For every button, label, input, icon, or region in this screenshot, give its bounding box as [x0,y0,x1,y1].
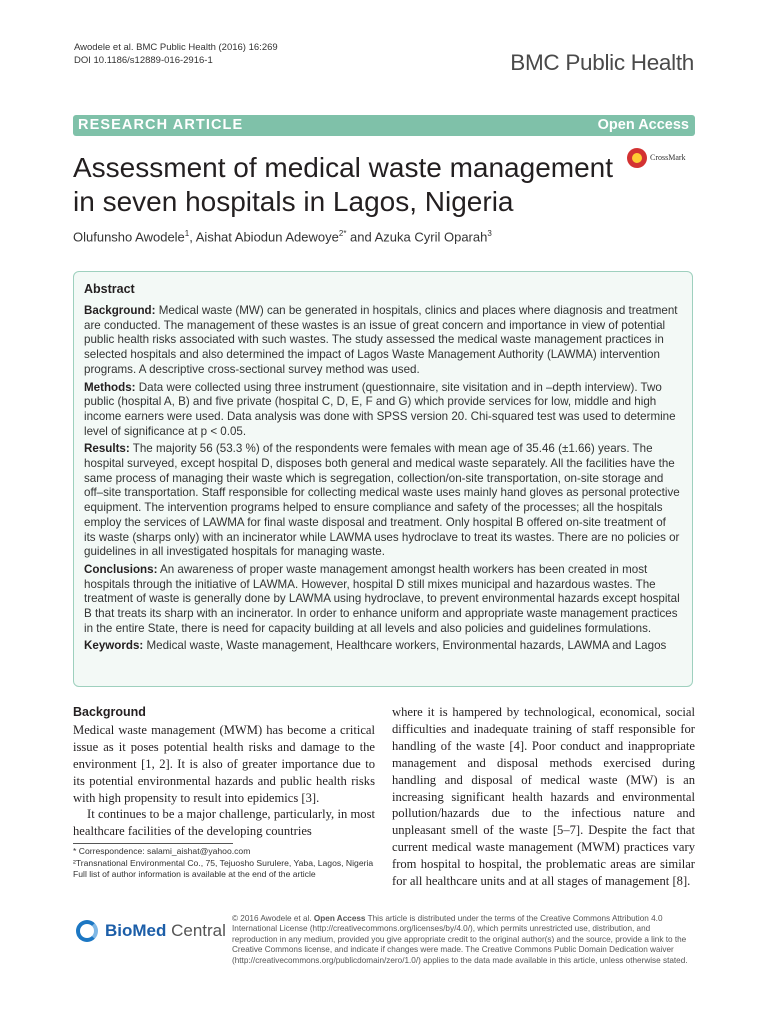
article-type-label: RESEARCH ARTICLE [78,117,244,133]
crossmark-label: CrossMark [650,153,686,162]
crossmark-badge[interactable] [627,148,697,170]
abstract-section-methods [84,381,680,440]
abstract-section-keywords [84,639,680,654]
copyright-text: © 2016 Awodele et al. [232,914,314,923]
open-access-text: Open Access [313,914,366,923]
body-column-left [73,704,375,840]
section-label: Methods: [84,380,136,394]
citation-info [74,42,278,67]
abstract-box [73,271,693,687]
license-text: This article is distributed under the terms of the Creative Commons Attribution 4.0 International License (http://creativecommons.org/licenses/by/4.0/), which permits unrestricted use, distribution, and reproduction in any medium, provided you give appropriate credit to the original author(s) and the source, provide a link to the Creative Commons license, and indicate if changes were made. The Creative Commons Public Domain Dedication waiver (http://creativecommons.org/publicdomain/zero/1.0/) applies to the data made available in this article, unless otherwise stated. [232,914,688,965]
section-label: Background: [84,304,156,317]
journal-name: BMC Public Health [510,50,694,75]
biomed-central-logo [76,917,226,951]
author-affiliation: 2* [338,229,347,238]
author-affiliation: 3 [487,229,492,238]
section-heading: Background [73,705,146,719]
affiliation-note: ²Transnational Environmental Co., 75, Tejuosho Surulere, Yaba, Lagos, Nigeria [73,857,374,868]
section-text: Medical waste, Waste management, Healthcare workers, Environmental hazards, LAWMA and Lagos [143,639,667,653]
biomed-ring-icon [76,920,98,942]
section-text: Data were collected using three instrument (questionnaire, site visitation and in –depth interview). Two public (hospital A, B) and five private (hospital C, D, E, F and G) which provide services for low, middle and high income earners were used. Data analysis was done with SPSS version 20. Chi-squared test was used to determine level of significance at p < 0.05. [84,380,676,438]
license-statement [232,914,697,966]
open-access-label: Open Access [597,117,689,133]
footnote-divider [73,843,233,844]
section-label: Keywords: [84,639,144,653]
body-column-right [392,704,695,890]
section-label: Conclusions: [84,562,158,576]
article-type-banner [73,115,695,136]
abstract-section-conclusions [84,563,680,637]
abstract-heading: Abstract [84,282,135,296]
author-info-note: Full list of author information is available at the end of the article [73,869,316,880]
doi-line: DOI 10.1186/s12889-016-2916-1 [74,54,213,66]
publisher-name-rest: Central [166,921,226,940]
footnotes [73,846,383,881]
publisher-name-bold: BioMed [105,921,167,940]
article-title: Assessment of medical waste management in seven hospitals in Lagos, Nigeria [73,152,614,217]
body-paragraph: where it is hampered by technological, economical, social difficulties and inadequate training of staff responsible for handling of the waste [4]. Poor conduct and inappropriate management and disposal methods exercised during handling and disposal of medical waste (MW) is an increasing significant health hazards and environmental pollution/hazards due to the infectious nature and unpleasant smell of the waste [5–7]. Despite the fact that current medical waste management (MWM) practices vary from hospital to hospital, the problematic areas are similar for all healthcare units and at all stages of management [8]. [392,705,695,889]
crossmark-icon [627,148,647,168]
author-list [73,229,492,244]
body-paragraph: It continues to be a major challenge, particularly, in most healthcare facilities of the developing countries [73,807,375,839]
abstract-section-background [84,304,680,378]
publisher-name [105,921,226,941]
section-text: The majority 56 (53.3 %) of the respondents were females with mean age of 35.46 (±1.66) years. The hospital surveyed, except hospital D, disposes both general and medical waste separately. All the facilities have the same process of managing their waste which is segregation, collection/on-site transportation, on-site storage and off–site transportation. Staff responsible for collecting medical waste uses mainly hand gloves as personal protective equipment. The intervention programs helped to ensure compliance and safety of the processes; all the hospitals employ the services of LAWMA for final waste disposal and treatment. Only hospital B offered on-site treatment of its waste (sharps only) with an incinerator while LAWMA uses hydroclave to treat its wastes. There are no policies or guidelines in all investigated hospitals for managing waste. [84,442,680,559]
section-label: Results: [84,442,130,456]
author-name: and Azuka Cyril Oparah [346,229,488,245]
citation-line: Awodele et al. BMC Public Health (2016) 16:269 [74,42,278,53]
abstract-section-results [84,442,680,560]
author-affiliation: 1 [184,229,190,238]
body-paragraph: Medical waste management (MWM) has become a critical issue as it poses potential health risks and damage to the environment [1, 2]. It is also of greater importance due to its potential environmental hazards and public health risks with high propensity to result into epidemics [3]. [73,722,375,805]
section-text: An awareness of proper waste management amongst health workers has been created in most hospitals through the initiative of LAWMA. However, hospital D still mixes municipal and hazardous wastes. The treatment of waste is generally done by LAWMA using hydroclave, to prevent environmental hazards except hospital B that treats its sharp with an incinerator. In order to enhance uniform and appropriate waste management practices in the entire State, there is need for capacity building at all levels and also policies and guidelines formulations. [84,562,680,635]
author-name: , Aishat Abiodun Adewoye [189,229,339,245]
correspondence-note: * Correspondence: salami_aishat@yahoo.com [73,846,251,856]
author-name: Olufunsho Awodele [73,229,185,245]
section-text: Medical waste (MW) can be generated in hospitals, clinics and places where diagnosis and treatment are conducted. The management of these wastes is an issue of great concern and importance in view of potential public health risks associated with such wastes. The study assessed the medical waste management practices in selected hospitals and also determined the impact of Lagos Waste Management Authority (LAWMA) intervention programs. A descriptive cross-sectional survey method was used. [84,304,678,376]
